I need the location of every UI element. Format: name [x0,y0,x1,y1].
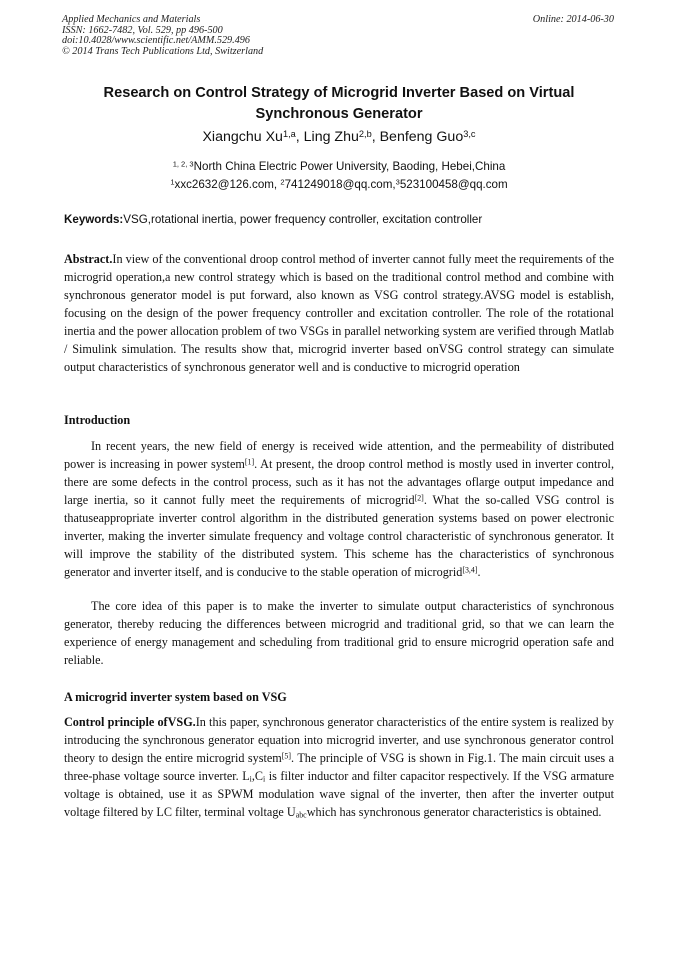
subscript: abc [295,810,307,820]
author-superscript: 1,a [282,128,296,139]
subsection-label: Control principle ofVSG. [64,715,196,729]
paragraph-text: which has synchronous generator characteristics is obtained. [306,805,602,819]
online-date: Online: 2014-06-30 [532,14,614,25]
email-list [64,177,614,192]
author-list [64,128,614,146]
citation-ref: [1] [244,457,255,467]
email-superscript: 1 [170,177,175,187]
abstract-text: In view of the conventional droop control method of inverter cannot fully meet the requirements of the microgrid operation,a new control strategy which is based on the traditional control method and combine with synchronous generator model is put forward, also known as VSG control strategy.AVSG model is establish, focusing on the design of the power frequency controller and excitation controller. The role of the rotational inertia and the power allocation problem of two VSGs in parallel networking system are verified through Matlab / Simulink simulation. The results show that, microgrid inverter based onVSG control strategy can simulate output characteristics of synchronous generator well and is conductive to microgrid operation [64,252,614,374]
journal-name: Applied Mechanics and Materials [62,14,201,25]
author-superscript: 3,c [463,128,476,139]
journal-header [62,15,263,57]
email-superscript: 2 [280,177,285,187]
section-paragraph [64,713,614,821]
keywords [64,212,614,227]
affiliation [64,159,614,174]
paragraph-text: . What the so-called VSG control is thatuseappropriate inverter control algorithm in the distributed generation systems based on power electronic inverter, making the inverter simulate frequency and voltage control characteristic of synchronous generator. It will improve the stability of the distributed system. This scheme has the characteristics of synchronous generator and inverter itself, and is conducive to the stable operation of microgrid [64,493,614,579]
affiliation-superscript: 1, 2, 3 [172,159,194,169]
keywords-label: Keywords: [64,213,124,226]
citation-ref: [2] [414,493,424,503]
keywords-text: VSG,rotational inertia, power frequency controller, excitation controller [123,213,483,226]
abstract-label: Abstract. [64,252,113,266]
citation-ref: [3,4] [462,565,478,575]
paper-title: Research on Control Strategy of Microgrid Inverter Based on Virtual Synchronous Generator [103,85,575,122]
email-superscript: 3 [395,177,400,187]
author-superscript: 2,b [358,128,372,139]
copyright-line: © 2014 Trans Tech Publications Ltd, Switzerland [62,45,264,57]
paragraph-text: In recent years, the new field of energy is received wide attention, and the permeability of distributed power is increasing in power system [64,439,614,471]
email-address: xxc2632@126.com, [174,178,278,191]
issn-line: ISSN: 1662-7482, Vol. 529, pp 496-500 [62,24,223,36]
paragraph-text: . The principle of VSG is shown in Fig.1. The main circuit uses a three-phase voltage source inverter. L [64,751,614,783]
paragraph-text: . [477,565,481,579]
subscript: i [263,774,266,784]
email-address: 741249018@qq.com, [284,178,396,191]
paragraph-text: . At present, the droop control method is mostly used in inverter control, there are some defects in the control process, such as it has not the advantages oflarge output impedance and large inertia, so it cannot fully meet the requirements of microgrid [64,457,614,507]
introduction-paragraph: The core idea of this paper is to make the inverter to simulate output characteristics of synchronous generator, thereby reducing the differences between microgrid and traditional grid, so that we can learn the experience of energy management and scheduling from traditional grid to ensure microgrid operation safe and reliable. [64,599,614,667]
paragraph-text: ,C [251,769,264,783]
author-name: Ling Zhu [303,129,359,145]
author-name: Benfeng Guo [379,129,464,145]
affiliation-text: North China Electric Power University, Baoding, Hebei,China [193,160,506,173]
introduction-heading: Introduction [64,413,131,427]
author-separator: , [295,129,304,145]
paragraph-text: In this paper, synchronous generator characteristics of the entire system is realized by introducing the synchronous generator equation into microgrid inverter, and use synchronous generator control theory to design the entire microgrid system [64,715,614,765]
email-address: 523100458@qq.com [399,178,508,191]
section-heading: A microgrid inverter system based on VSG [64,690,287,704]
subscript: i [249,774,252,784]
introduction-paragraph [64,437,614,581]
abstract [64,250,614,376]
paragraph-text: is filter inductor and filter capacitor respectively. If the VSG armature voltage is obtained, use it as SPWM modulation wave signal of the inverter, then after the inverter output voltage filtered by LC filter, terminal voltage U [64,769,614,819]
doi-line: doi:10.4028/www.scientific.net/AMM.529.496 [62,35,250,47]
author-name: Xiangchu Xu [202,129,283,145]
citation-ref: [5] [281,751,292,761]
author-separator: , [371,129,380,145]
